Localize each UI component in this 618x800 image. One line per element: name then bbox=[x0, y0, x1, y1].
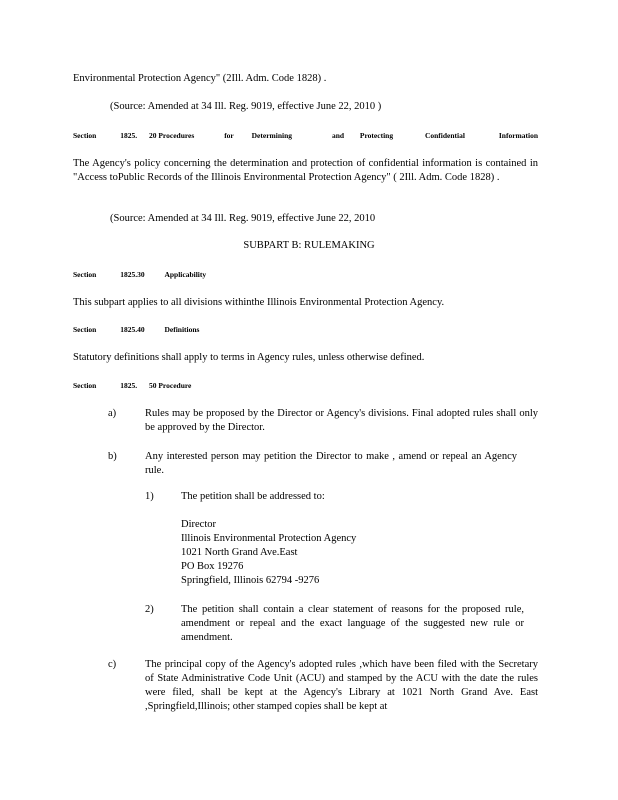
continuation-line: Environmental Protection Agency" (2Ill. Adm. Code 1828) . bbox=[73, 73, 327, 84]
section-title: Applicability bbox=[164, 270, 207, 279]
item-text: Rules may be proposed by the Director or Agency's divisions. Final adopted rules shall only be approved by the Director. bbox=[145, 408, 538, 433]
section-title-part: Information bbox=[498, 131, 539, 140]
section-word: Section bbox=[73, 381, 97, 390]
section-title-part: for bbox=[224, 131, 234, 140]
item-label: c) bbox=[108, 659, 117, 670]
subitem-text: The petition shall contain a clear statement of reasons for the proposed rule, amendment or repeal and the exact language of the suggested new rule or amendment. bbox=[181, 604, 524, 643]
section-number: 1825.40 bbox=[120, 325, 145, 334]
subitem-label: 2) bbox=[145, 604, 154, 615]
section-title-part: Confidential bbox=[424, 131, 465, 140]
address-block bbox=[181, 518, 356, 588]
section-number: 1825.30 bbox=[120, 270, 145, 279]
subitem-text: The petition shall be addressed to: bbox=[181, 491, 325, 502]
source-note: (Source: Amended at 34 Ill. Reg. 9019, effective June 22, 2010 bbox=[110, 213, 376, 224]
address-line: PO Box 19276 bbox=[181, 561, 244, 572]
source-note: (Source: Amended at 34 Ill. Reg. 9019, effective June 22, 2010 ) bbox=[110, 101, 382, 112]
section-word: Section bbox=[73, 131, 97, 140]
section-number: 1825. bbox=[120, 381, 138, 390]
section-heading-1825-30 bbox=[73, 270, 216, 280]
item-text: Any interested person may petition the Director to make , amend or repeal an Agency rule. bbox=[145, 451, 517, 476]
section-title-part: and bbox=[331, 131, 345, 140]
section-heading-1825-40 bbox=[73, 325, 209, 335]
address-line: 1021 North Grand Ave.East bbox=[181, 547, 298, 558]
section-title: 50 Procedure bbox=[148, 381, 192, 390]
paragraph-1825-40: Statutory definitions shall apply to terms in Agency rules, unless otherwise defined. bbox=[73, 352, 425, 363]
subitem-label: 1) bbox=[145, 491, 154, 502]
item-label: a) bbox=[108, 408, 117, 419]
address-line: Director bbox=[181, 519, 216, 530]
section-word: Section bbox=[73, 270, 97, 279]
section-word: Section bbox=[73, 325, 97, 334]
section-title-part: Protecting bbox=[359, 131, 394, 140]
section-heading-1825-20 bbox=[73, 131, 548, 141]
section-title: Definitions bbox=[164, 325, 200, 334]
section-title-part: 20 Procedures bbox=[148, 131, 195, 140]
paragraph-1825-20: The Agency's policy concerning the determination and protection of confidential information is contained in "Access toPublic Records of the Illinois Environmental Protection Agency" ( 2Ill. Adm. Code 1828) . bbox=[73, 158, 538, 183]
section-number: 1825. bbox=[120, 131, 138, 140]
item-text: The principal copy of the Agency's adopted rules ,which have been filed with the Secretary of State Administrative Code Unit (ACU) and stamped by the ACU with the date the rules were filed, shall be kept at the Agency's Library at 1021 North Grand Ave. East ,Springfield,Illinois; other stamped copies shall be kept at bbox=[145, 659, 538, 712]
subpart-title: SUBPART B: RULEMAKING bbox=[243, 240, 375, 251]
paragraph-1825-30: This subpart applies to all divisions withinthe Illinois Environmental Protection Agency. bbox=[73, 297, 445, 308]
item-label: b) bbox=[108, 451, 117, 462]
address-line: Illinois Environmental Protection Agency bbox=[181, 533, 357, 544]
address-line: Springfield, Illinois 62794 -9276 bbox=[181, 575, 320, 586]
section-title-part: Determining bbox=[251, 131, 293, 140]
section-heading-1825-50 bbox=[73, 381, 201, 391]
